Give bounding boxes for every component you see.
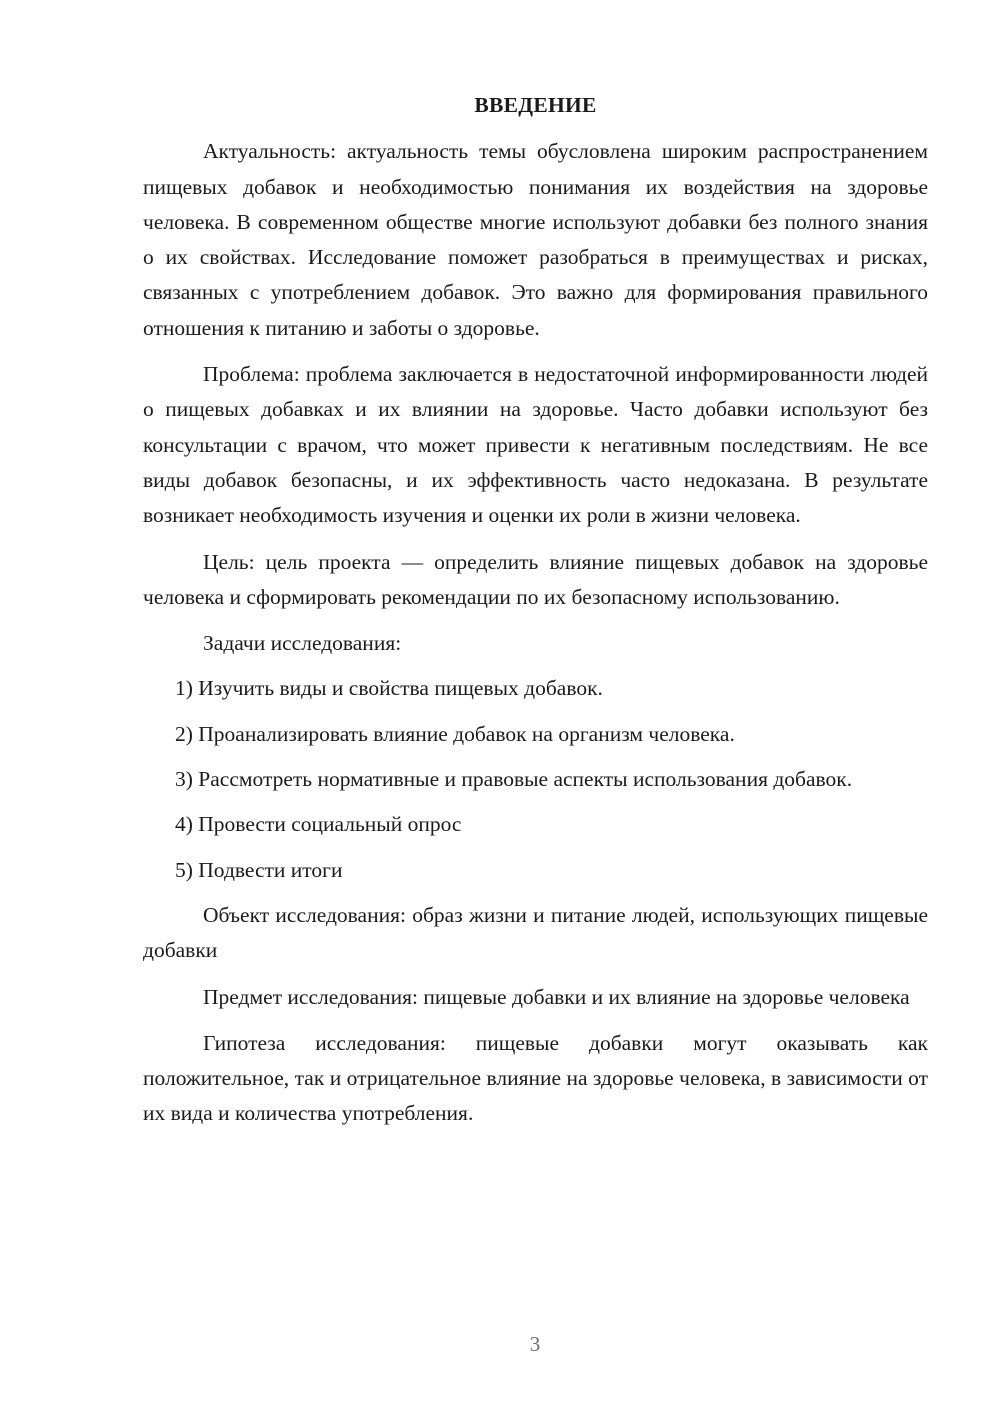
goal-paragraph: Цель: цель проекта — определить влияние пищевых добавок на здоровье человека и сформировать рекомендации по их безопасному использованию. <box>143 549 928 609</box>
tasks-heading: Задачи исследования: <box>203 631 402 656</box>
section-title: ВВЕДЕНИЕ <box>474 93 597 117</box>
object-paragraph: Объект исследования: образ жизни и питание людей, использующих пищевые добавки <box>143 902 928 963</box>
task-item: 3) Рассмотреть нормативные и правовые аспекты использования добавок. <box>175 767 853 792</box>
task-item: 5) Подвести итоги <box>175 857 343 882</box>
tasks-list <box>143 671 928 887</box>
problem-paragraph: Проблема: проблема заключается в недостаточной информированности людей о пищевых добавках и их влиянии на здоровье. Часто добавки используют без консультации с врачом, что может привести к негативным последствиям. Не все виды добавок безопасны, и их эффективность часто недоказана. В результате возникает необходимость изучения и оценки их роли в жизни человека. <box>143 362 928 528</box>
document-page <box>143 88 928 1143</box>
task-item: 4) Провести социальный опрос <box>175 812 462 837</box>
relevance-paragraph: Актуальность: актуальность темы обусловлена широким распространением пищевых добавок и необходимостью понимания их воздействия на здоровье человека. В современном обществе многие используют добавки без полного знания о их свойствах. Исследование поможет разобраться в преимуществах и рисках, связанных с употреблением добавок. Это важно для формирования правильного отношения к питанию и заботы о здоровье. <box>143 139 928 340</box>
hypothesis-paragraph: Гипотеза исследования: пищевые добавки могут оказывать как положительное, так и отрицательное влияние на здоровье человека, в зависимости от их вида и количества употребления. <box>143 1030 928 1126</box>
page-number: 3 <box>529 1332 541 1356</box>
subject-paragraph: Предмет исследования: пищевые добавки и их влияние на здоровье человека <box>203 984 910 1009</box>
task-item: 2) Проанализировать влияние добавок на организм человека. <box>175 721 735 746</box>
task-item: 1) Изучить виды и свойства пищевых добавок. <box>175 676 603 701</box>
